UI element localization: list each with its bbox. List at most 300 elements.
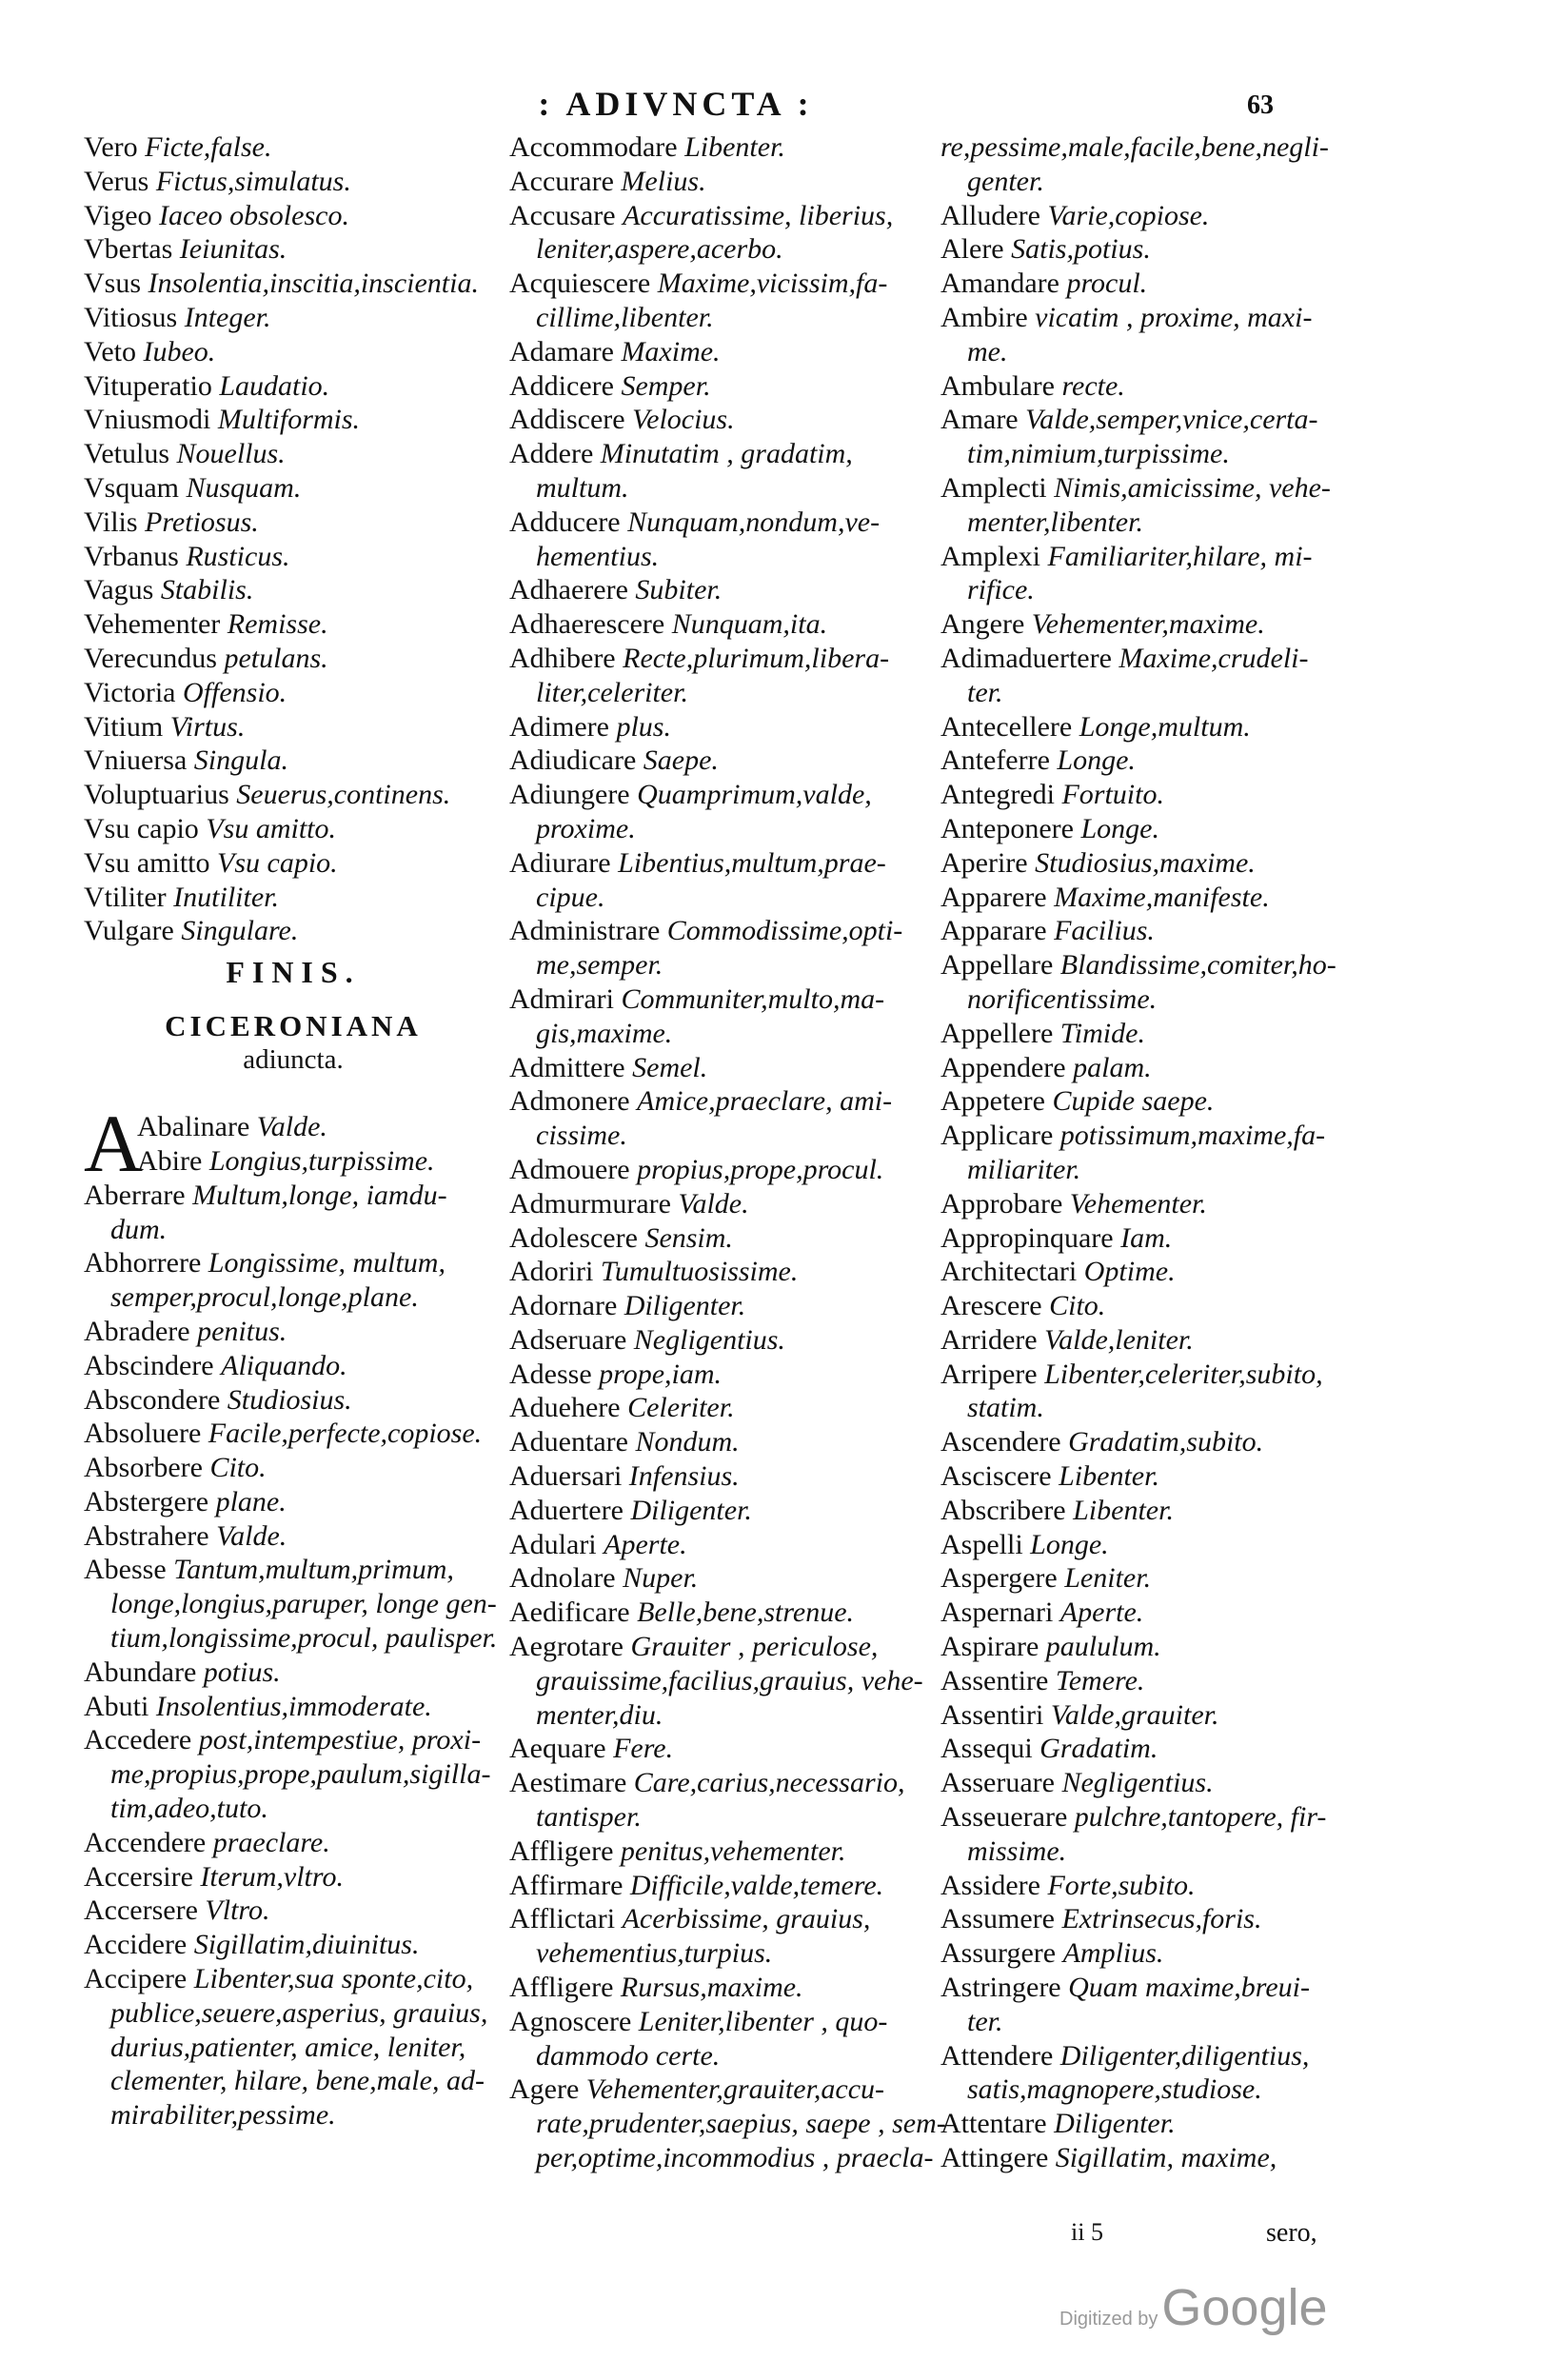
- adverb-gloss: Diligenter.: [630, 1494, 752, 1526]
- adverb-gloss: Iaceo obsolesco.: [159, 199, 349, 231]
- headword: Astringere: [940, 1972, 1069, 2004]
- entry-line: [84, 1621, 503, 1656]
- entry-line: [509, 1323, 928, 1358]
- headword: Administrare: [509, 915, 667, 947]
- adverb-gloss: petulans.: [224, 642, 328, 674]
- entry-line: [84, 403, 503, 437]
- headword: Victoria: [84, 676, 183, 708]
- headword: Adimaduertere: [940, 642, 1119, 674]
- headword: Aduersari: [509, 1460, 629, 1493]
- adverb-gloss: Diligenter.: [624, 1290, 746, 1322]
- entry-line: [940, 948, 1350, 982]
- adverb-gloss: Varie,copiose.: [1047, 199, 1210, 231]
- headword: Ambire: [940, 301, 1036, 333]
- adverb-gloss: Familiariter,hilare, mi-: [1047, 540, 1313, 572]
- entry-line: [509, 2005, 928, 2039]
- adverb-gloss: Velocius.: [632, 404, 735, 436]
- headword: Admonere: [509, 1085, 638, 1118]
- entry-line: [509, 1358, 928, 1392]
- entry-line: [509, 335, 928, 369]
- adverb-gloss: Amplius.: [1062, 1937, 1164, 1970]
- headword: Admouere: [509, 1153, 638, 1185]
- entry-line: [84, 1519, 503, 1554]
- headword: Voluptuarius: [84, 779, 237, 811]
- adverb-gloss: Nunquam,nondum,ve-: [627, 506, 881, 538]
- adverb-gloss: Acerbissime, grauius,: [622, 1903, 871, 1935]
- entry-line: [940, 1902, 1350, 1936]
- entry-line: [84, 2098, 503, 2132]
- entry-line: [84, 1451, 503, 1485]
- entry-line: [940, 437, 1350, 471]
- column-1: [84, 130, 503, 2132]
- adverb-gloss: Libentius,multum,prae-: [618, 846, 886, 879]
- adverb-gloss: Facilius.: [1054, 915, 1155, 947]
- headword: Adseruare: [509, 1323, 634, 1356]
- adverb-gloss: Infensius.: [628, 1460, 740, 1493]
- adverb-gloss: post,intempestiue, proxi-: [198, 1724, 482, 1756]
- headword: Abhorrere: [84, 1247, 208, 1279]
- headword: Vituperatio: [84, 369, 220, 402]
- adverb-gloss: recte.: [1061, 369, 1125, 402]
- adverb-gloss: Leniter,libenter , quo-: [638, 2005, 888, 2037]
- adverb-gloss: Longius,turpissime.: [208, 1144, 435, 1177]
- adverb-gloss: Iam.: [1120, 1221, 1173, 1254]
- entry-line: [940, 165, 1350, 199]
- entry-line: [84, 642, 503, 676]
- entry-line: [84, 1213, 503, 1247]
- adverb-gloss: Aperte.: [604, 1528, 687, 1560]
- section-heading: CICERONIANA: [165, 1009, 422, 1043]
- adverb-gloss: Commodissime,opti-: [666, 915, 903, 947]
- headword: Architectari: [940, 1256, 1084, 1288]
- entry-line: [84, 301, 503, 335]
- headword: Affligere: [509, 1835, 621, 1867]
- entry-line: [84, 437, 503, 471]
- entry-line: [940, 130, 1350, 165]
- entry-line: [509, 267, 928, 301]
- continuation-text: tim,nimium,turpissime.: [967, 438, 1230, 470]
- headword: Amandare: [940, 268, 1067, 300]
- entry-line: [940, 335, 1350, 369]
- entry-line: [940, 1698, 1350, 1733]
- entry-line: [509, 1391, 928, 1425]
- entry-line: [84, 1485, 503, 1519]
- adverb-gloss: Accuratissime, liberius,: [623, 199, 894, 231]
- adverb-gloss: Cito.: [209, 1452, 267, 1484]
- continuation-text: missime.: [967, 1835, 1067, 1867]
- headword: Arripere: [940, 1358, 1045, 1390]
- entry-line: [84, 2031, 503, 2065]
- entry-line: [940, 540, 1350, 574]
- adverb-gloss: Diligenter.: [1054, 2108, 1176, 2140]
- continuation-text: ter.: [967, 2005, 1003, 2037]
- entry-line: [509, 573, 928, 607]
- column-3: [940, 130, 1350, 2175]
- entry-line: [940, 846, 1350, 881]
- adverb-gloss: Quamprimum,valde,: [637, 779, 872, 811]
- adverb-gloss: Communiter,multo,ma-: [621, 982, 885, 1015]
- adverb-gloss: potius.: [203, 1656, 281, 1688]
- headword: Apparere: [940, 881, 1055, 913]
- headword: Afflictari: [509, 1903, 623, 1935]
- continuation-text: statim.: [967, 1392, 1044, 1424]
- continuation-text: satis,magnopere,studiose.: [967, 2073, 1262, 2106]
- entry-line: [940, 1835, 1350, 1869]
- adverb-gloss: Vltro.: [205, 1894, 270, 1927]
- continuation-text: cissime.: [536, 1120, 627, 1152]
- adverb-gloss: Inutiliter.: [173, 881, 279, 913]
- entry-line: [940, 778, 1350, 812]
- headword: Abstergere: [84, 1485, 216, 1517]
- headword: Arridere: [940, 1323, 1045, 1356]
- adverb-gloss: Remisse.: [227, 608, 328, 641]
- headword: Adulari: [509, 1528, 604, 1560]
- headword: Appetere: [940, 1085, 1053, 1118]
- headword: Vagus: [84, 574, 161, 606]
- adverb-gloss: Rusticus.: [186, 540, 290, 572]
- headword: Abalinare: [137, 1111, 257, 1143]
- entry-line: [84, 1723, 503, 1757]
- headword: Aduehere: [509, 1392, 628, 1424]
- adverb-gloss: Iterum,vltro.: [200, 1860, 344, 1893]
- entry-line: [509, 437, 928, 471]
- adverb-gloss: Celeriter.: [627, 1392, 735, 1424]
- google-watermark: [1059, 2278, 1328, 2337]
- headword: Accedere: [84, 1724, 199, 1756]
- adverb-gloss: Nuper.: [623, 1562, 699, 1595]
- entry-line: [940, 1153, 1350, 1187]
- entry-line: [84, 1894, 503, 1928]
- adverb-gloss: Cito.: [1049, 1290, 1106, 1322]
- headword: Assentiri: [940, 1698, 1051, 1731]
- continuation-text: me.: [967, 335, 1008, 367]
- headword: Appellare: [940, 949, 1060, 982]
- entry-line: [509, 846, 928, 881]
- entry-line: [509, 165, 928, 199]
- adverb-gloss: Maxime,crudeli-: [1119, 642, 1309, 674]
- headword: Approbare: [940, 1187, 1070, 1220]
- entry-line: [940, 1221, 1350, 1256]
- entry-line: [940, 1664, 1350, 1698]
- adverb-gloss: Nondum.: [635, 1426, 740, 1458]
- headword: Aedificare: [509, 1597, 638, 1629]
- headword: Adnolare: [509, 1562, 624, 1595]
- headword: Vero: [84, 131, 146, 163]
- headword: Adiurare: [509, 846, 619, 879]
- entry-line: [509, 1494, 928, 1528]
- headword: Vsquam: [84, 471, 187, 504]
- adverb-gloss: Fere.: [613, 1733, 674, 1765]
- adverb-gloss: Multiformis.: [217, 404, 361, 436]
- entry-line: [940, 1971, 1350, 2005]
- continuation-text: dammodo certe.: [536, 2039, 721, 2072]
- adverb-gloss: Pretiosus.: [145, 506, 259, 538]
- entry-line: [940, 573, 1350, 607]
- headword: Verecundus: [84, 642, 225, 674]
- adverb-gloss: Seuerus,continens.: [236, 779, 451, 811]
- headword: Appellere: [940, 1017, 1060, 1049]
- adverb-gloss: Studiosius.: [227, 1383, 352, 1416]
- entry-line: [940, 506, 1350, 540]
- continuation-text: tium,longissime,procul, paulisper.: [110, 1622, 498, 1655]
- continuation-text: dum.: [110, 1213, 168, 1245]
- headword: Vilis: [84, 506, 146, 538]
- entry-line: [509, 642, 928, 676]
- entry-line: [940, 881, 1350, 915]
- continuation-text: proxime.: [536, 812, 636, 844]
- headword: Attingere: [940, 2142, 1056, 2174]
- headword: Acquiescere: [509, 268, 658, 300]
- headword: Vsu capio: [84, 812, 207, 844]
- entry-line: [84, 199, 503, 233]
- headword: Assequi: [940, 1733, 1040, 1765]
- entry-line: [84, 744, 503, 778]
- headword: Adamare: [509, 335, 622, 367]
- adverb-gloss: Grauiter , periculose,: [630, 1631, 879, 1663]
- running-header: : ADIVNCTA :: [538, 85, 814, 123]
- headword: Arescere: [940, 1290, 1050, 1322]
- headword: Asseruare: [940, 1767, 1062, 1799]
- continuation-text: tantisper.: [536, 1801, 642, 1834]
- adverb-gloss: Valde,grauiter.: [1050, 1698, 1219, 1731]
- adverb-gloss: penitus.: [197, 1315, 287, 1347]
- headword: Adhaerere: [509, 574, 636, 606]
- adverb-gloss: Libenter,celeriter,subito,: [1044, 1358, 1323, 1390]
- headword: Accipere: [84, 1963, 194, 1995]
- headword: Admirari: [509, 982, 622, 1015]
- entry-line: [84, 335, 503, 369]
- entry-line: [940, 1289, 1350, 1323]
- entry-line: [84, 1349, 503, 1383]
- entry-line: [940, 1732, 1350, 1766]
- entry-line: [940, 2039, 1350, 2073]
- entry-line: [509, 1835, 928, 1869]
- continuation-text: grauissime,facilius,grauius, vehe-: [536, 1664, 923, 1696]
- entry-line: [84, 1928, 503, 1962]
- entry-line: [940, 1017, 1350, 1051]
- headword: Ascendere: [940, 1426, 1069, 1458]
- adverb-gloss: Subiter.: [635, 574, 723, 606]
- continuation-text: me,propius,prope,paulum,sigilla-: [110, 1758, 491, 1791]
- entry-line: [509, 881, 928, 915]
- headword: Assurgere: [940, 1937, 1063, 1970]
- continuation-text: clementer, hilare, bene,male, ad-: [110, 2065, 485, 2097]
- headword: Appendere: [940, 1051, 1074, 1083]
- adverb-gloss: paululum.: [1045, 1631, 1161, 1663]
- entry-line: [84, 607, 503, 642]
- entry-line: [940, 1323, 1350, 1358]
- entry-line: [509, 471, 928, 506]
- watermark-logo: Google: [1161, 2279, 1328, 2336]
- entry-line: [509, 1630, 928, 1664]
- column-1-top-entries: [84, 130, 503, 948]
- adverb-gloss: Virtus.: [169, 710, 246, 743]
- entry-line: [940, 369, 1350, 404]
- continuation-text: publice,seuere,asperius, grauius,: [110, 1996, 488, 2029]
- headword: Abundare: [84, 1656, 204, 1688]
- entry-line: [84, 1280, 503, 1315]
- entry-line: [940, 1630, 1350, 1664]
- continuation-text: durius,patienter, amice, leniter,: [110, 2031, 466, 2063]
- entry-line: [509, 130, 928, 165]
- headword: Aperire: [940, 846, 1036, 879]
- adverb-gloss: vicatim , proxime, maxi-: [1035, 301, 1313, 333]
- entry-line: [940, 812, 1350, 846]
- headword: Vbertas: [84, 233, 180, 266]
- adverb-gloss: plus.: [616, 710, 671, 743]
- adverb-gloss: Satis,potius.: [1011, 233, 1151, 266]
- adverb-gloss: Tantum,multum,primum,: [173, 1554, 454, 1586]
- signature-mark: ii 5: [1071, 2218, 1103, 2246]
- adverb-gloss: Valde.: [256, 1111, 327, 1143]
- entry-line: [84, 710, 503, 744]
- entry-line: [509, 1084, 928, 1119]
- entry-line: [509, 2073, 928, 2107]
- entry-line: [940, 1869, 1350, 1903]
- continuation-text: leniter,aspere,acerbo.: [536, 233, 783, 266]
- entry-line: [84, 1246, 503, 1280]
- headword: Apparare: [940, 915, 1055, 947]
- adverb-gloss: Minutatim , gradatim,: [600, 438, 853, 470]
- entry-line: [84, 1417, 503, 1451]
- entry-line: [509, 607, 928, 642]
- entry-line: [940, 1528, 1350, 1562]
- adverb-gloss: Vsu amitto.: [206, 812, 336, 844]
- entry-line: [940, 1425, 1350, 1459]
- entry-line: [509, 1902, 928, 1936]
- adverb-gloss: Sigillatim,diuinitus.: [193, 1929, 420, 1961]
- entry-line: [84, 369, 503, 404]
- entry-line: [509, 1289, 928, 1323]
- adverb-gloss: Iubeo.: [143, 335, 216, 367]
- headword: Aestimare: [509, 1767, 634, 1799]
- headword: Antegredi: [940, 779, 1062, 811]
- entry-line: [84, 812, 503, 846]
- continuation-text: per,optime,incommodius , praecla-: [536, 2142, 934, 2174]
- adverb-gloss: Diligenter,diligentius,: [1059, 2039, 1310, 2072]
- headword: Abesse: [84, 1554, 174, 1586]
- adverb-gloss: Cupide saepe.: [1052, 1085, 1215, 1118]
- continuation-text: menter,diu.: [536, 1698, 663, 1731]
- headword: Accusare: [509, 199, 624, 231]
- headword: Affligere: [509, 1972, 621, 2004]
- adverb-gloss: Temere.: [1055, 1664, 1145, 1696]
- continuation-text: liter,celeriter.: [536, 676, 688, 708]
- headword: Aberrare: [84, 1179, 193, 1211]
- headword: Adiudicare: [509, 744, 643, 777]
- entry-line: [509, 1936, 928, 1971]
- entry-line: [940, 1494, 1350, 1528]
- adverb-gloss: Ieiunitas.: [179, 233, 287, 266]
- adverb-gloss: Sigillatim, maxime,: [1055, 2142, 1277, 2174]
- adverb-gloss: Nimis,amicissime, vehe-: [1054, 471, 1331, 504]
- adverb-gloss: procul.: [1066, 268, 1148, 300]
- adverb-gloss: Singulare.: [181, 915, 299, 947]
- headword: Adesse: [509, 1358, 600, 1390]
- adverb-gloss: Studiosius,maxime.: [1035, 846, 1256, 879]
- entry-line: [940, 232, 1350, 267]
- adverb-gloss: Nunquam,ita.: [671, 608, 828, 641]
- headword: Aspernari: [940, 1597, 1060, 1629]
- entry-line: [940, 403, 1350, 437]
- entry-line: [84, 573, 503, 607]
- entry-line: [84, 1553, 503, 1587]
- entry-line: [940, 199, 1350, 233]
- entry-line: [509, 1869, 928, 1903]
- adverb-gloss: Singula.: [193, 744, 288, 777]
- headword: Ambulare: [940, 369, 1062, 402]
- entry-line: [509, 232, 928, 267]
- headword: Vniuersa: [84, 744, 194, 777]
- entry-line: [509, 1017, 928, 1051]
- entry-line: [84, 676, 503, 710]
- adverb-gloss: Maxime,vicissim,fa-: [657, 268, 888, 300]
- entry-line: [509, 540, 928, 574]
- headword: Adimere: [509, 710, 617, 743]
- entry-line: [940, 1358, 1350, 1392]
- adverb-gloss: Care,carius,necessario,: [633, 1767, 905, 1799]
- adverb-gloss: Libenter.: [1059, 1460, 1159, 1493]
- catchword: sero,: [1266, 2218, 1317, 2248]
- headword: Accersire: [84, 1860, 201, 1893]
- headword: Abradere: [84, 1315, 198, 1347]
- headword: Asseuerare: [940, 1801, 1075, 1834]
- headword: Vsu amitto: [84, 846, 217, 879]
- drop-cap-initial: A: [84, 1098, 144, 1190]
- headword: Vetulus: [84, 438, 177, 470]
- headword: Vrbanus: [84, 540, 187, 572]
- headword: Aspirare: [940, 1631, 1046, 1663]
- adverb-gloss: pulchre,tantopere, fir-: [1074, 1801, 1327, 1834]
- continuation-text: genter.: [967, 165, 1044, 197]
- entry-line: [940, 1084, 1350, 1119]
- headword: Veto: [84, 335, 144, 367]
- entry-line: [84, 267, 503, 301]
- continuation-text: longe,longius,paruper, longe gen-: [110, 1588, 497, 1620]
- adverb-gloss: Negligentius.: [1061, 1767, 1214, 1799]
- entry-line: [940, 744, 1350, 778]
- adverb-gloss: Nusquam.: [186, 471, 302, 504]
- entry-line: [509, 982, 928, 1017]
- entry-line: [509, 1425, 928, 1459]
- entry-line: [940, 2073, 1350, 2107]
- entry-line: [509, 506, 928, 540]
- entry-line: [84, 1860, 503, 1894]
- headword: Abscondere: [84, 1383, 228, 1416]
- entry-line: [509, 1153, 928, 1187]
- entry-line: [940, 1187, 1350, 1221]
- entry-line: [509, 1561, 928, 1596]
- headword: Abire: [137, 1144, 209, 1177]
- adverb-gloss: Gradatim,subito.: [1068, 1426, 1264, 1458]
- column-1-bottom-entries: [84, 1098, 503, 2132]
- entry-line: [940, 982, 1350, 1017]
- entry-line: [84, 1996, 503, 2031]
- adverb-gloss: Timide.: [1059, 1017, 1145, 1049]
- entry-line: [509, 1051, 928, 1085]
- entry-line: [84, 1144, 503, 1179]
- headword: Agere: [509, 2073, 586, 2106]
- adverb-gloss: penitus,vehementer.: [620, 1835, 846, 1867]
- entry-line: [84, 1383, 503, 1418]
- headword: Absorbere: [84, 1452, 210, 1484]
- adverb-gloss: Vsu capio.: [217, 846, 338, 879]
- adverb-gloss: Vehementer.: [1069, 1187, 1207, 1220]
- entry-line: [84, 540, 503, 574]
- entry-line: [509, 710, 928, 744]
- entry-line: [940, 914, 1350, 948]
- headword: Vitiosus: [84, 301, 185, 333]
